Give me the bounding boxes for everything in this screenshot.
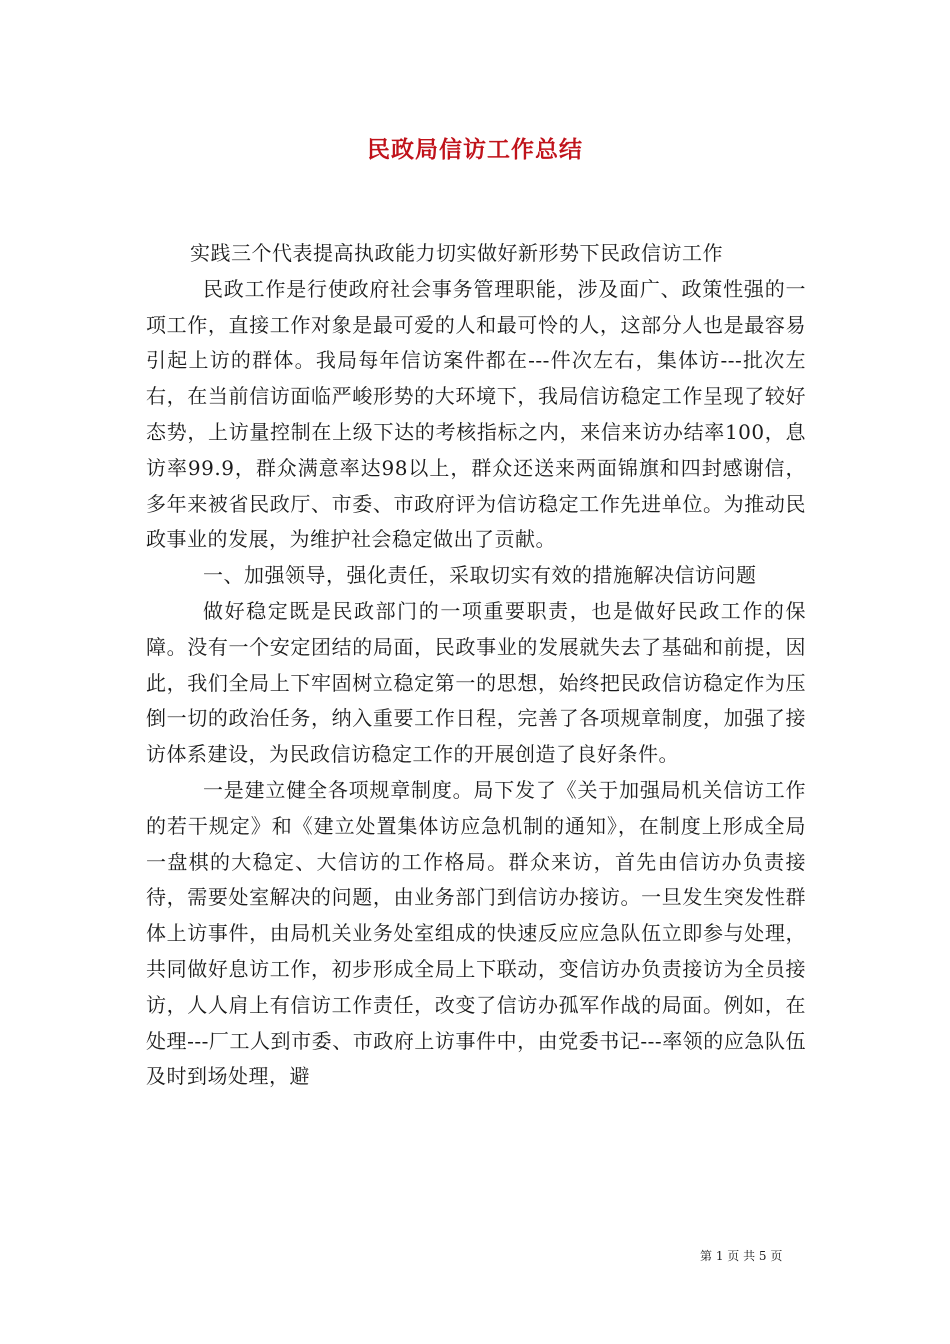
paragraph-3: 一是建立健全各项规章制度。局下发了《关于加强局机关信访工作的若干规定》和《建立处置集体访应急机制的通知》，在制度上形成全局一盘棋的大稳定、大信访的工作格局。群众来访，首先由信访办负责接待，需要处室解决的问题，由业务部门到信访办接访。一旦发生突发性群体上访事件，由局机关业务处室组成的快速反应应急队伍立即参与处理，共同做好息访工作，初步形成全局上下联动，变信访办负责接访为全员接访，人人肩上有信访工作责任，改变了信访办孤军作战的局面。例如，在处理---厂工人到市委、市政府上访事件中，由党委书记---率领的应急队伍及时到场处理，避: [146, 777, 806, 1089]
document-title: 民政局信访工作总结: [367, 136, 583, 163]
document-body: [146, 236, 806, 1095]
paragraph-2: 做好稳定既是民政部门的一项重要职责，也是做好民政工作的保障。没有一个安定团结的局面，民政事业的发展就失去了基础和前提，因此，我们全局上下牢固树立稳定第一的思想，始终把民政信访稳定作为压倒一切的政治任务，纳入重要工作日程，完善了各项规章制度，加强了接访体系建设，为民政信访稳定工作的开展创造了良好条件。: [146, 598, 806, 767]
page-number: 第 1 页 共 5 页: [700, 1249, 783, 1263]
paragraph-1: 民政工作是行使政府社会事务管理职能，涉及面广、政策性强的一项工作，直接工作对象是最可爱的人和最可怜的人，这部分人也是最容易引起上访的群体。我局每年信访案件都在---件次左右，集体访---批次左右，在当前信访面临严峻形势的大环境下，我局信访稳定工作呈现了较好态势，上访量控制在上级下达的考核指标之内，来信来访办结率100，息访率99.9，群众满意率达98以上，群众还送来两面锦旗和四封感谢信，多年来被省民政厅、市委、市政府评为信访稳定工作先进单位。为推动民政事业的发展，为维护社会稳定做出了贡献。: [146, 276, 806, 552]
document-subtitle: 实践三个代表提高执政能力切实做好新形势下民政信访工作: [190, 241, 723, 265]
section-heading-1: 一、加强领导，强化责任，采取切实有效的措施解决信访问题: [203, 563, 757, 588]
